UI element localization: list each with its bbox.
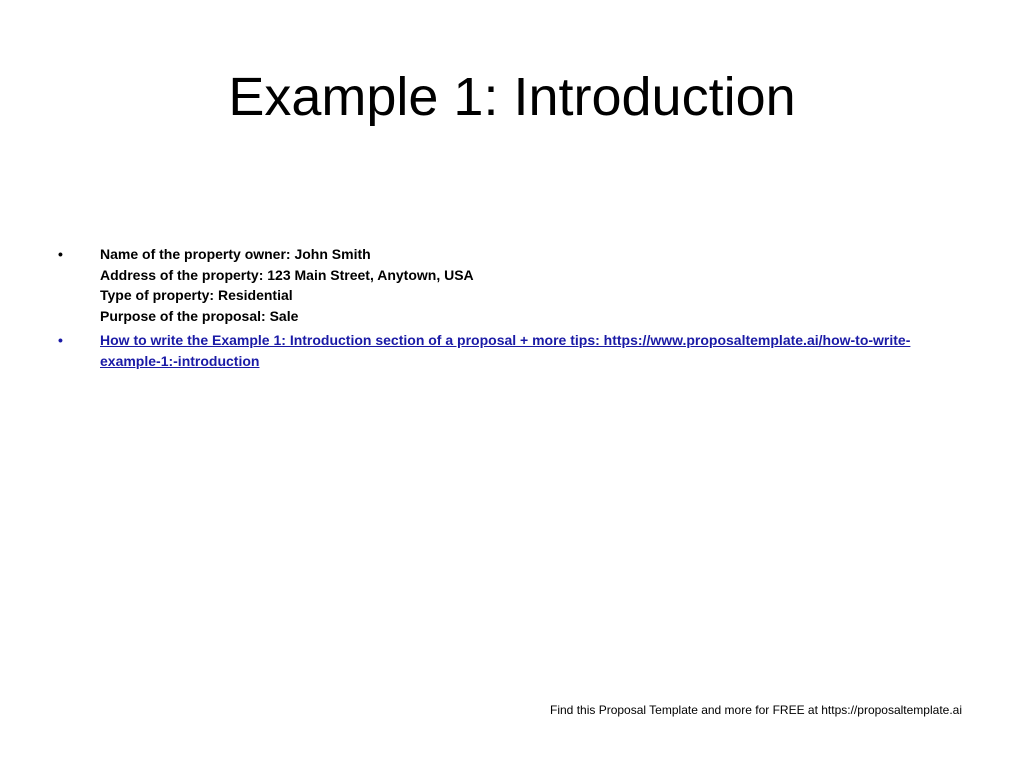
tips-link-bullet bbox=[56, 330, 956, 371]
property-details-bullet bbox=[56, 244, 956, 326]
property-address-line: Address of the property: 123 Main Street, Anytown, USA bbox=[100, 266, 474, 283]
footer-note: Find this Proposal Template and more for FREE at https://proposaltemplate.ai bbox=[550, 703, 962, 717]
property-type-line: Type of property: Residential bbox=[100, 287, 293, 303]
slide-title: Example 1: Introduction bbox=[228, 67, 796, 127]
owner-name-line: Name of the property owner: John Smith bbox=[100, 246, 371, 262]
bullet-marker: • bbox=[58, 246, 63, 262]
bullet-list bbox=[56, 244, 956, 375]
bullet-marker: • bbox=[58, 332, 63, 348]
tips-link[interactable]: How to write the Example 1: Introduction section of a proposal + more tips: https://www.proposaltemplate.ai/how-to-write-example-1:-introduction bbox=[100, 332, 911, 369]
proposal-purpose-line: Purpose of the proposal: Sale bbox=[100, 307, 299, 324]
